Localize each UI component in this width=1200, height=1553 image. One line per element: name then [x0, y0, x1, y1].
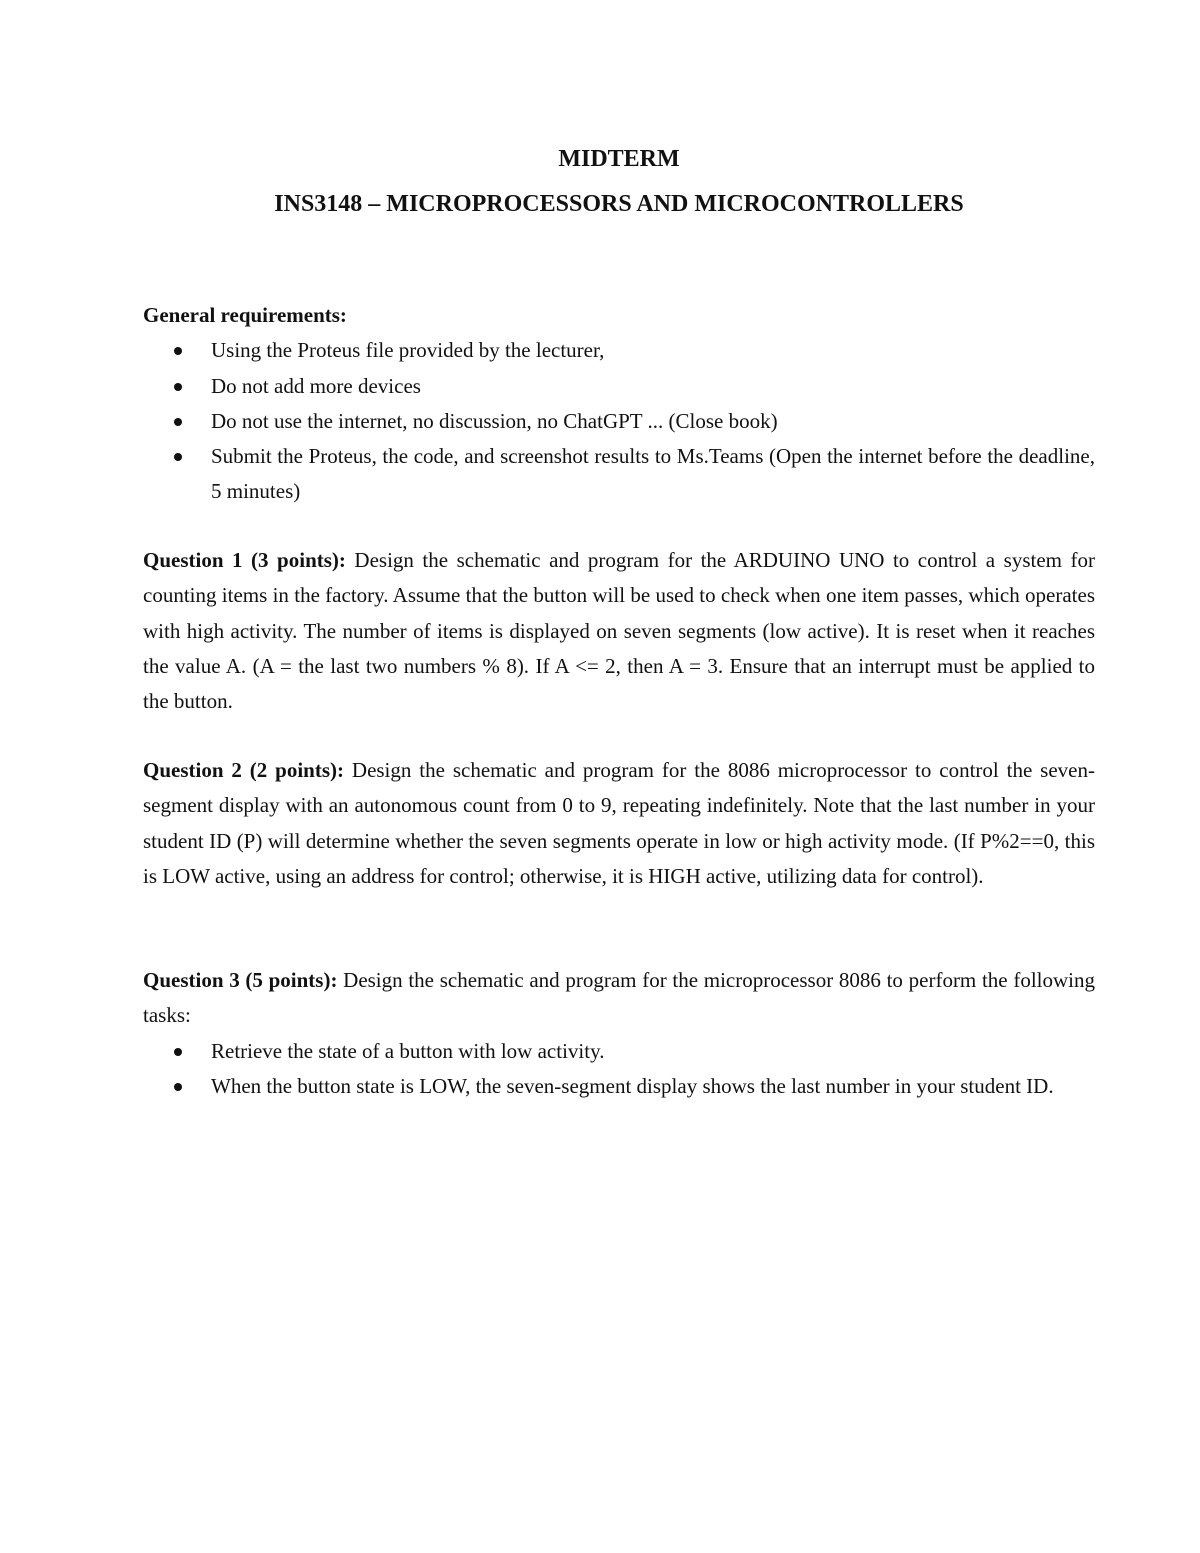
question-2-text: Design the schematic and program for the 8086 microprocessor to control the seven-segment display with an autonomous count from 0 to 9, repeating indefinitely. Note that the last number in your student ID (P) will determine whether the seven segments operate in low or high activity mode. (If P%2==0, this is LOW active, using an address for control; otherwise, it is HIGH active, utilizing data for control). [143, 758, 1095, 888]
bullet-icon [174, 1048, 182, 1056]
general-requirements-list [143, 333, 1095, 509]
question-1 [143, 543, 1095, 719]
page-title: MIDTERM [558, 146, 680, 172]
bullet-icon [174, 453, 182, 461]
list-item [143, 369, 1095, 404]
question-1-text: Design the schematic and program for the ARDUINO UNO to control a system for counting items in the factory. Assume that the button will be used to check when one item passes, which operates with high activity. The number of items is displayed on seven segments (low active). It is reset when it reaches the value A. (A = the last two numbers % 8). If A <= 2, then A = 3. Ensure that an interrupt must be applied to the button. [143, 548, 1095, 714]
list-item-text: Retrieve the state of a button with low activity. [211, 1038, 605, 1063]
general-requirements-heading: General requirements: [143, 303, 347, 327]
question-2-heading: Question 2 (2 points): [143, 758, 345, 782]
list-item-text: Submit the Proteus, the code, and screenshot results to Ms.Teams (Open the internet before the deadline, 5 minutes) [211, 444, 1095, 504]
list-item [143, 1069, 1095, 1104]
bullet-icon [174, 347, 182, 355]
list-item [143, 1034, 1095, 1069]
list-item-text: Using the Proteus file provided by the lecturer, [211, 338, 605, 363]
list-item [143, 439, 1095, 510]
question-1-heading: Question 1 (3 points): [143, 548, 346, 572]
list-item [143, 333, 1095, 368]
bullet-icon [174, 1083, 182, 1091]
question-3-paragraph [143, 963, 1095, 1034]
general-requirements-section [143, 298, 1095, 510]
question-2 [143, 753, 1095, 894]
list-item [143, 404, 1095, 439]
question-3 [143, 963, 1095, 1104]
list-item-text: Do not add more devices [211, 373, 421, 398]
question-3-task-list [143, 1034, 1095, 1105]
list-item-text: Do not use the internet, no discussion, no ChatGPT ... (Close book) [211, 408, 778, 433]
bullet-icon [174, 418, 182, 426]
course-title: INS3148 – MICROPROCESSORS AND MICROCONTROLLERS [274, 191, 964, 217]
list-item-text: When the button state is LOW, the seven-segment display shows the last number in your student ID. [211, 1073, 1054, 1098]
question-3-heading: Question 3 (5 points): [143, 968, 338, 992]
question-3-text: Design the schematic and program for the microprocessor 8086 to perform the following tasks: [143, 968, 1095, 1028]
bullet-icon [174, 383, 182, 391]
